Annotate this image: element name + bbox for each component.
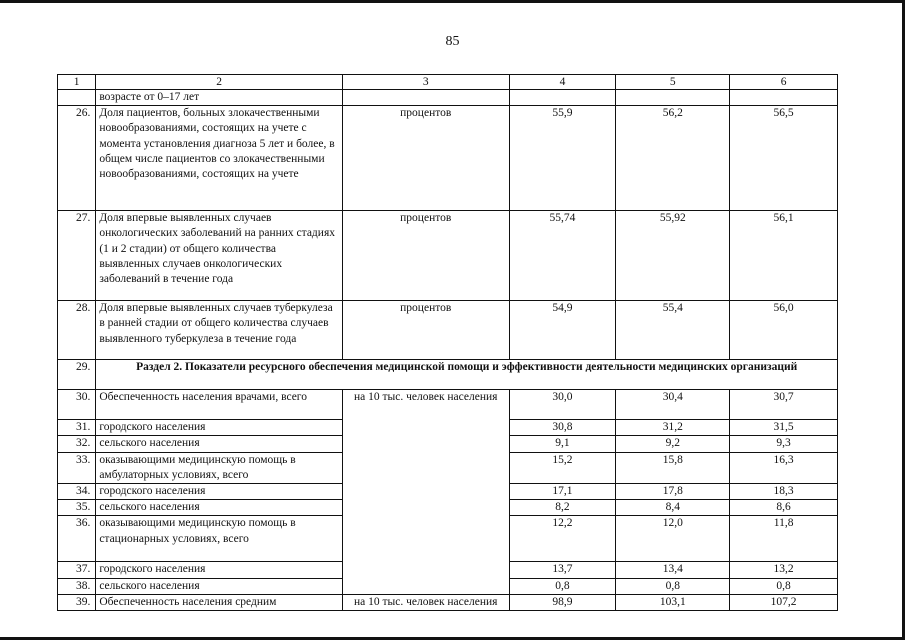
- value-col5: 0,8: [616, 578, 730, 594]
- value-col4: 30,8: [509, 420, 616, 436]
- indicator-name: городского населения: [96, 562, 343, 578]
- value-col5: 9,2: [616, 436, 730, 452]
- header-cell: 3: [342, 75, 509, 90]
- unit-cell: процентов: [342, 301, 509, 360]
- row-number: 26.: [58, 106, 96, 211]
- value-col6: 16,3: [730, 452, 838, 483]
- value-col5: 31,2: [616, 420, 730, 436]
- value-col4: 15,2: [509, 452, 616, 483]
- section-row: [58, 360, 838, 390]
- row-number: 27.: [58, 211, 96, 301]
- value-col5: 30,4: [616, 390, 730, 420]
- value-col4: 8,2: [509, 500, 616, 516]
- row-number: 32.: [58, 436, 96, 452]
- row-number: 35.: [58, 500, 96, 516]
- value-col5: 56,2: [616, 106, 730, 211]
- unit-cell: [342, 90, 509, 106]
- value-col5: 103,1: [616, 594, 730, 610]
- indicator-name: Доля впервые выявленных случаев онкологических заболеваний на ранних стадиях (1 и 2 стадии) от общего количества выявленных случаев онкологических заболеваний в течение года: [96, 211, 343, 301]
- indicators-table: [57, 74, 838, 611]
- table-row: [58, 390, 838, 420]
- value-col4: 17,1: [509, 484, 616, 500]
- table-header-row: [58, 75, 838, 90]
- value-col5: 13,4: [616, 562, 730, 578]
- unit-cell: процентов: [342, 211, 509, 301]
- value-col4: 12,2: [509, 516, 616, 562]
- table-row: [58, 211, 838, 301]
- value-col6: 30,7: [730, 390, 838, 420]
- header-cell: 5: [616, 75, 730, 90]
- row-number: 36.: [58, 516, 96, 562]
- value-col5: 55,4: [616, 301, 730, 360]
- indicator-name: сельского населения: [96, 500, 343, 516]
- value-col6: 9,3: [730, 436, 838, 452]
- value-col4: 55,9: [509, 106, 616, 211]
- row-number: 37.: [58, 562, 96, 578]
- value-col5: 12,0: [616, 516, 730, 562]
- indicator-name: оказывающими медицинскую помощь в стационарных условиях, всего: [96, 516, 343, 562]
- header-cell: 4: [509, 75, 616, 90]
- indicator-name: Обеспеченность населения средним: [96, 594, 343, 610]
- indicator-name: Обеспеченность населения врачами, всего: [96, 390, 343, 420]
- value-col4: 13,7: [509, 562, 616, 578]
- value-col4: 30,0: [509, 390, 616, 420]
- value-col4: 55,74: [509, 211, 616, 301]
- value-col4: 54,9: [509, 301, 616, 360]
- header-cell: 2: [96, 75, 343, 90]
- value-col5: 8,4: [616, 500, 730, 516]
- value-col6: 13,2: [730, 562, 838, 578]
- row-number: 34.: [58, 484, 96, 500]
- value-col4: 0,8: [509, 578, 616, 594]
- value-col4: [509, 90, 616, 106]
- scan-border-top: [0, 0, 905, 3]
- row-number: 38.: [58, 578, 96, 594]
- value-col6: 11,8: [730, 516, 838, 562]
- table-row: [58, 106, 838, 211]
- value-col6: 56,0: [730, 301, 838, 360]
- unit-cell: на 10 тыс. человек населения: [342, 594, 509, 610]
- value-col4: 98,9: [509, 594, 616, 610]
- row-number: 28.: [58, 301, 96, 360]
- value-col6: 18,3: [730, 484, 838, 500]
- value-col6: 56,1: [730, 211, 838, 301]
- indicator-name: городского населения: [96, 484, 343, 500]
- table-row: [58, 90, 838, 106]
- indicator-name: Доля пациентов, больных злокачественными новообразованиями, состоящих на учете с момента установления диагноза 5 лет и более, в общем числе пациентов со злокачественными новообразованиями, состоящих на учете: [96, 106, 343, 211]
- row-number: 29.: [58, 360, 96, 390]
- value-col5: 55,92: [616, 211, 730, 301]
- value-col5: 15,8: [616, 452, 730, 483]
- value-col6: [730, 90, 838, 106]
- table-row: [58, 301, 838, 360]
- unit-cell: на 10 тыс. человек населения: [342, 390, 509, 595]
- row-number: 39.: [58, 594, 96, 610]
- row-number: 30.: [58, 390, 96, 420]
- indicator-name: возрасте от 0–17 лет: [96, 90, 343, 106]
- indicator-name: Доля впервые выявленных случаев туберкулеза в ранней стадии от общего количества случаев выявленного туберкулеза в течение года: [96, 301, 343, 360]
- indicator-name: городского населения: [96, 420, 343, 436]
- row-number: 33.: [58, 452, 96, 483]
- value-col5: 17,8: [616, 484, 730, 500]
- section-title: Раздел 2. Показатели ресурсного обеспечения медицинской помощи и эффективности деятельности медицинских организаций: [96, 360, 838, 390]
- indicator-name: сельского населения: [96, 578, 343, 594]
- header-cell: 1: [58, 75, 96, 90]
- value-col6: 107,2: [730, 594, 838, 610]
- indicator-name: оказывающими медицинскую помощь в амбулаторных условиях, всего: [96, 452, 343, 483]
- header-cell: 6: [730, 75, 838, 90]
- indicator-name: сельского населения: [96, 436, 343, 452]
- row-number: [58, 90, 96, 106]
- unit-cell: процентов: [342, 106, 509, 211]
- value-col5: [616, 90, 730, 106]
- row-number: 31.: [58, 420, 96, 436]
- value-col6: 0,8: [730, 578, 838, 594]
- value-col6: 8,6: [730, 500, 838, 516]
- value-col4: 9,1: [509, 436, 616, 452]
- value-col6: 56,5: [730, 106, 838, 211]
- page-number: 85: [445, 34, 460, 49]
- value-col6: 31,5: [730, 420, 838, 436]
- table-row: [58, 594, 838, 610]
